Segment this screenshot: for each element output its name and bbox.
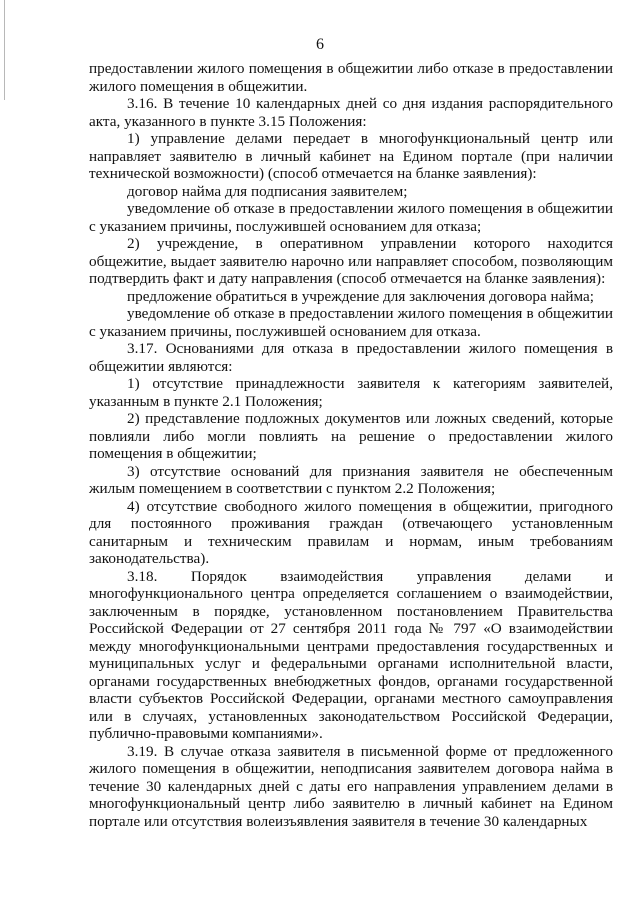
page-number: 6: [316, 36, 324, 53]
paragraph-offer: предложение обратиться в учреждение для заключения договора найма;: [127, 287, 595, 305]
paragraph-continuation: предоставлении жилого помещения в общежитии либо отказе в предоставлении жилого помещения в общежитии.: [89, 60, 613, 95]
paragraph-3-16-item-1: 1) управление делами передает в многофункциональный центр или направляет заявителю в личный кабинет на Едином портале (при наличии технической возможности) (способ отмечается на бланке заявления):: [89, 130, 613, 182]
paragraph-3-17-item-4: 4) отсутствие свободного жилого помещения в общежитии, пригодного для постоянного проживания граждан (отвечающего установленным санитарным и техническим правилам и нормам, иным требованиям законодательства).: [89, 497, 613, 567]
paragraph-3-19: 3.19. В случае отказа заявителя в письменной форме от предложенного жилого помещения в общежитии, неподписания заявителем договора найма в течение 30 календарных дней с даты его направления управлением делами в многофункциональный центр либо заявителю в личный кабинет на Едином портале или отсутствия волеизъявления заявителя в течение 30 календарных: [89, 742, 613, 830]
paragraph-refusal-notice-1: уведомление об отказе в предоставлении жилого помещения в общежитии с указанием причины, послужившей основанием для отказа;: [89, 200, 613, 235]
paragraph-contract: договор найма для подписания заявителем;: [127, 182, 408, 200]
paragraph-3-17: 3.17. Основаниями для отказа в предоставлении жилого помещения в общежитии являются:: [89, 340, 613, 375]
paragraph-3-17-item-3: 3) отсутствие оснований для признания заявителя не обеспеченным жилым помещением в соответствии с пунктом 2.2 Положения;: [89, 462, 613, 497]
paragraph-3-17-item-2: 2) представление подложных документов или ложных сведений, которые повлияли либо могли повлиять на решение о предоставлении жилого помещения в общежитии;: [89, 410, 613, 462]
paragraph-3-18: 3.18. Порядок взаимодействия управления делами и многофункционального центра определяется соглашением о взаимодействии, заключенным в порядке, установленном постановлением Правительства Российской Федерации от 27 сентября 2011 года № 797 «О взаимодействии между многофункциональными центрами предоставления государственных и муниципальных услуг и федеральными органами исполнительной власти, органами государственных внебюджетных фондов, органами государственной власти субъектов Российской Федерации, органами местного самоуправления или в случаях, установленных законодательством Российской Федерации, публично-правовыми компаниями».: [89, 567, 613, 742]
paragraph-refusal-notice-2: уведомление об отказе в предоставлении жилого помещения в общежитии с указанием причины, послужившей основанием для отказа.: [89, 305, 613, 340]
paragraph-3-16-item-2: 2) учреждение, в оперативном управлении которого находится общежитие, выдает заявителю нарочно или направляет способом, позволяющим подтвердить факт и дату направления (способ отмечается на бланке заявления):: [89, 235, 613, 287]
document-body: [89, 60, 613, 830]
paragraph-3-16: 3.16. В течение 10 календарных дней со дня издания распорядительного акта, указанного в пункте 3.15 Положения:: [89, 95, 613, 130]
paragraph-3-17-item-1: 1) отсутствие принадлежности заявителя к категориям заявителей, указанным в пункте 2.1 Положения;: [89, 375, 613, 410]
